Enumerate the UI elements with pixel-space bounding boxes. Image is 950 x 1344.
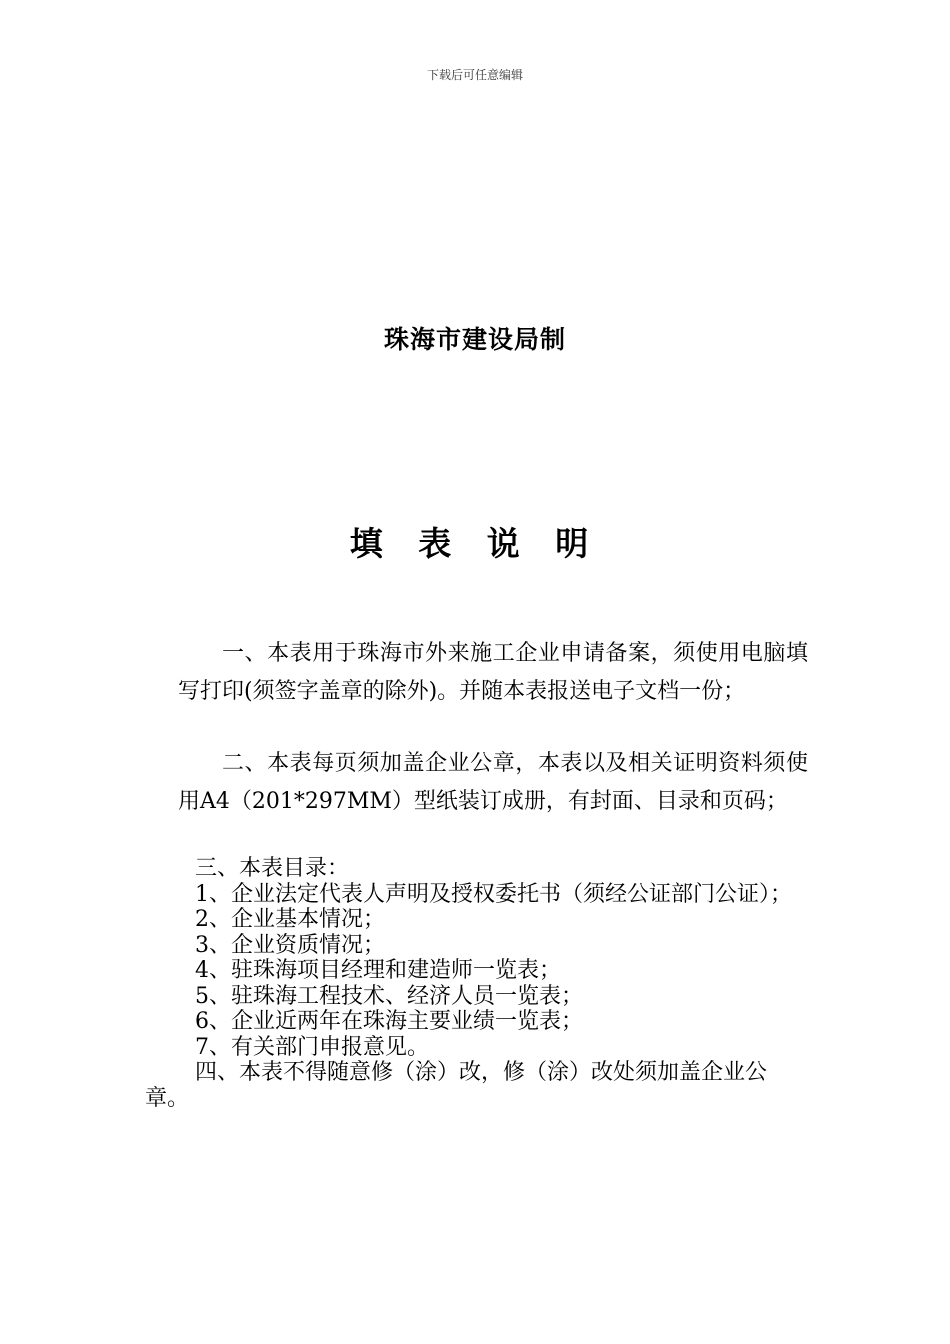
toc-item: 1、企业法定代表人声明及授权委托书（须经公证部门公证）； [195, 881, 792, 907]
instruction-item-2: 二、本表每页须加盖企业公章，本表以及相关证明资料须使用A4（201*297MM）型纸装订成册，有封面、目录和页码； [178, 751, 808, 814]
toc-item: 5、驻珠海工程技术、经济人员一览表； [195, 983, 583, 1009]
toc-item: 7、有关部门申报意见。 [195, 1034, 429, 1060]
instruction-item-1: 一、本表用于珠海市外来施工企业申请备案，须使用电脑填写打印(须签字盖章的除外)。并随本表报送电子文档一份； [178, 641, 808, 704]
toc-item: 4、驻珠海项目经理和建造师一览表； [195, 958, 561, 983]
page-title: 填 表 说 明 [349, 524, 601, 563]
instruction-item-3 [145, 856, 808, 1111]
toc-heading: 三、本表目录： [195, 856, 350, 881]
toc-item: 6、企业近两年在珠海主要业绩一览表； [195, 1009, 583, 1034]
toc-item: 3、企业资质情况； [195, 932, 385, 958]
header-note: 下载后可任意编辑 [426, 68, 523, 82]
instruction-item-4: 四、本表不得随意修（涂）改，修（涂）改处须加盖企业公章。 [145, 1060, 768, 1111]
issuer-line: 珠海市建设局制 [383, 325, 566, 354]
toc-item: 2、企业基本情况； [195, 907, 385, 932]
